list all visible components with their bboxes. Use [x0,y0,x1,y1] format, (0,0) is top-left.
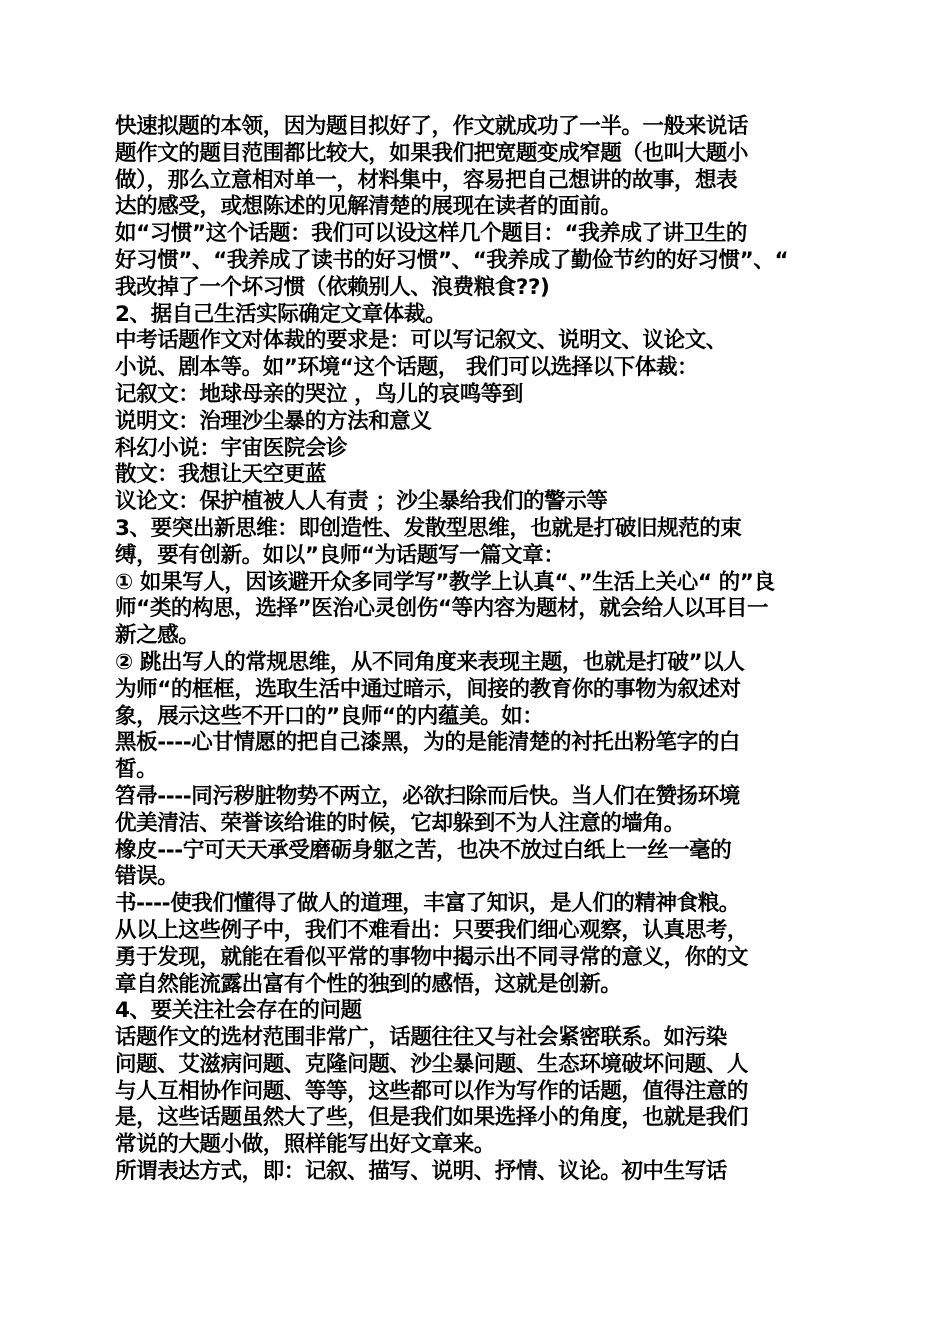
text-line: 皙。 [115,757,158,783]
text-line: 散文：我想让天空更蓝 [115,462,327,488]
text-line: 达的感受，或想陈述的见解清楚的展现在读者的面前。 [115,194,622,220]
text-line: 是，这些话题虽然大了些，但是我们如果选择小的角度，也就是我们 [115,1105,749,1131]
text-line: 中考话题作文对体裁的要求是：可以写记叙文、说明文、议论文、 [115,328,727,354]
text-line: 师“类的构思，选择”医治心灵创伤“等内容为题材，就会给人以耳目一 [115,596,769,622]
text-line: 好习惯”、“我养成了读书的好习惯”、“我养成了勤俭节约的好习惯”、“ [115,247,789,273]
text-line: 做），那么立意相对单一，材料集中，容易把自己想讲的故事，想表 [115,167,738,193]
text-line: 为师“的框框，选取生活中通过暗示，间接的教育你的事物为叙述对 [115,676,741,702]
text-line: 话题作文的选材范围非常广，话题往往又与社会紧密联系。如污染 [115,1025,727,1051]
text-line: ① 如果写人，因该避开众多同学写”教学上认真“、”生活上关心“ 的”良 [115,569,775,595]
text-line: 从以上这些例子中，我们不难看出：只要我们细心观察，认真思考， [115,917,749,943]
text-line: 4、要关注社会存在的问题 [115,998,362,1024]
text-line: 3、要突出新思维：即创造性、发散型思维，也就是打破旧规范的束 [115,515,742,541]
text-line: 黑板----心甘情愿的把自己漆黑，为的是能清楚的衬托出粉笔字的白 [115,730,740,756]
text-line: 我改掉了一个坏习惯（依赖别人、浪费粮食??) [115,274,550,300]
text-line: 科幻小说：宇宙医院会诊 [115,435,348,461]
text-line: 所谓表达方式，即：记叙、描写、说明、抒情、议论。初中生写话 [115,1159,727,1185]
text-line: ② 跳出写人的常规思维，从不同角度来表现主题，也就是打破”以人 [115,649,745,675]
text-line: 缚，要有创新。如以”良师“为话题写一篇文章： [115,542,565,568]
text-line: 快速拟题的本领，因为题目拟好了，作文就成功了一半。一般来说话 [115,114,749,139]
text-line: 象，展示这些不开口的”良师“的内蕴美。如： [115,703,544,729]
text-line: 新之感。 [115,623,200,649]
text-line: 与人互相协作问题、等等，这些都可以作为写作的话题，值得注意的 [115,1078,749,1104]
text-line: 橡皮---宁可天天承受磨砺身躯之苦，也决不放过白纸上一丝一毫的 [115,837,732,863]
text-line: 说明文：治理沙尘暴的方法和意义 [115,408,432,434]
text-line: 议论文：保护植被人人有责 ；沙尘暴给我们的警示等 [115,489,608,515]
text-line: 书----使我们懂得了做人的道理，丰富了知识，是人们的精神食粮。 [115,891,740,917]
text-line: 2、据自己生活实际确定文章体裁。 [115,301,447,327]
text-line: 问题、艾滋病问题、克隆问题、沙尘暴问题、生态环境破坏问题、人 [115,1051,749,1077]
text-line: 优美清洁、荣誉该给谁的时候，它却躲到不为人注意的墙角。 [115,810,685,836]
text-line: 小说、剧本等。如”环境“这个话题， 我们可以选择以下体裁： [115,355,699,381]
text-line: 如“习惯”这个话题：我们可以设这样几个题目：“我养成了讲卫生的 [115,221,747,247]
text-line: 勇于发现，就能在看似平常的事物中揭示出不同寻常的意义，你的文 [115,944,749,970]
text-line: 记叙文：地球母亲的哭泣 ，鸟儿的哀鸣等到 [115,381,523,407]
text-line: 题作文的题目范围都比较大，如果我们把宽题变成窄题（也叫大题小 [115,140,749,166]
text-line: 笤帚----同污秽脏物势不两立，必欲扫除而后快。当人们在赞扬环境 [115,783,740,809]
document-body [115,114,839,1186]
text-line: 常说的大题小做，照样能写出好文章来。 [115,1132,495,1158]
text-line: 错误。 [115,864,179,890]
text-line: 章自然能流露出富有个性的独到的感悟，这就是创新。 [115,971,622,997]
